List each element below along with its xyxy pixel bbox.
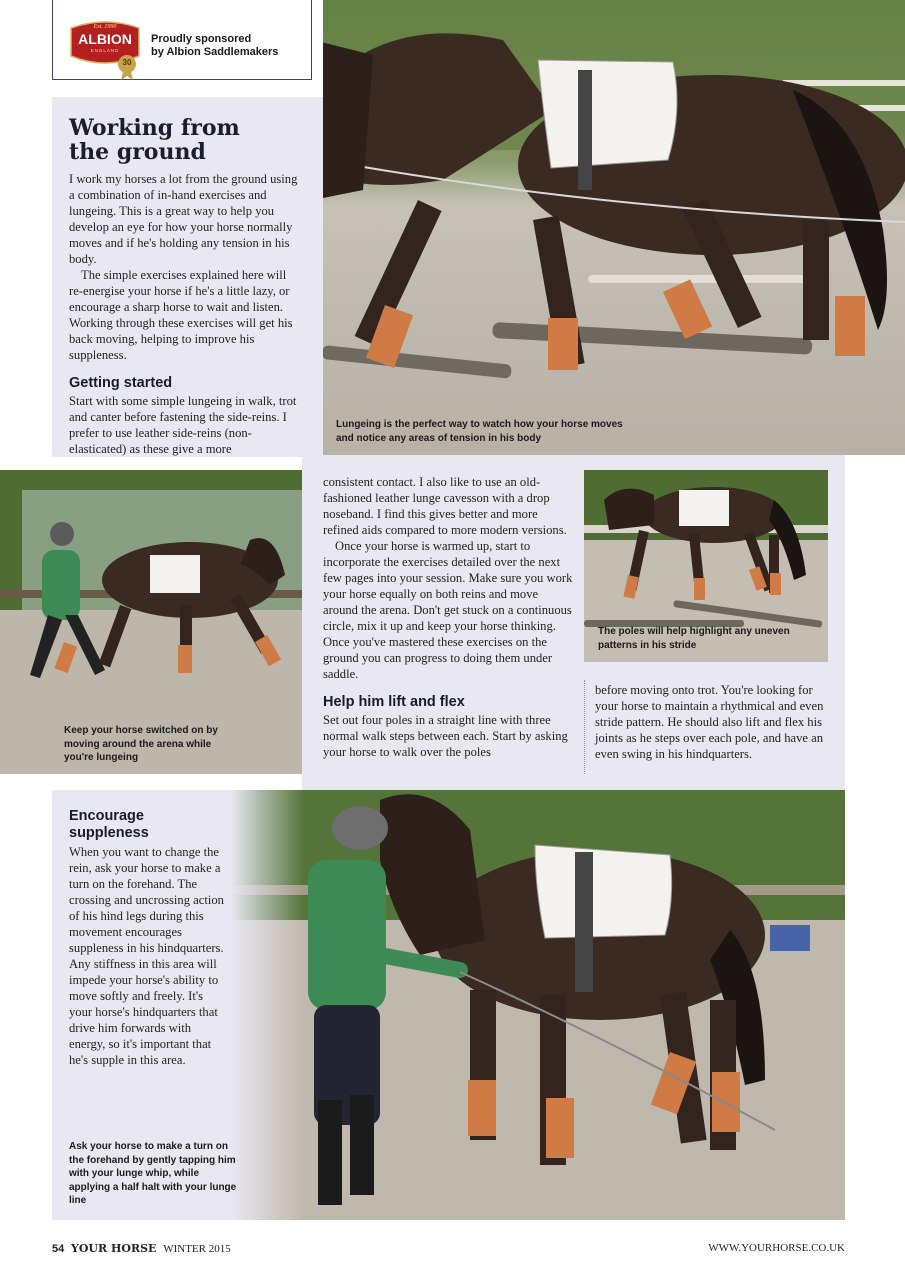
albion-logo-brand: ALBION xyxy=(78,31,132,47)
footer-page-number: 54 xyxy=(52,1243,65,1255)
middle-paragraph-1: consistent contact. I also like to use an old-fashioned leather lunge cavesson with a drop noseband. I find this gives better and more refined aids compared to more modern versions. xyxy=(323,475,567,537)
heading-getting-started: Getting started xyxy=(69,375,173,391)
footer-left xyxy=(52,1242,231,1255)
article-right-column xyxy=(595,682,827,762)
photo-lungeing-horse xyxy=(323,0,905,455)
intro-paragraph-2: The simple exercises explained here will re-energise your horse if he's a little lazy, or encourage a sharp horse to wait and listen. Working through these exercises will get his back moving, helping to improve his suppleness. xyxy=(69,268,293,362)
albion-logo xyxy=(69,18,141,68)
sponsor-line-1: Proudly sponsored xyxy=(151,33,252,45)
caption-top-photo: Lungeing is the perfect way to watch how your horse moves and notice any areas of tension in his body xyxy=(336,419,623,444)
help-paragraph: Set out four poles in a straight line with three normal walk steps between each. Start by asking your horse to walk over the poles xyxy=(323,713,568,759)
footer-magazine-name: YOUR HORSE xyxy=(71,1242,157,1255)
article-middle-column xyxy=(323,474,575,760)
caption-bottom-photo: Ask your horse to make a turn on the forehand by gently tapping him with your lunge whip, while applying a half halt with your lunge line xyxy=(69,1141,237,1206)
intro-paragraph-1: I work my horses a lot from the ground using a combination of in-hand exercises and lungeing. This is a great way to help you develop an eye for how your horse normally moves and if he's holding any tension in his body. xyxy=(69,172,298,266)
albion-logo-country: ENGLAND xyxy=(90,48,120,53)
right-paragraph-1: before moving onto trot. You're looking for your horse to maintain a rhythmical and even stride pattern. He should also lift and flex his joints as he steps over each pole, and have an even swing in his hindquarters. xyxy=(595,683,824,761)
albion-logo-anniversary: 30 xyxy=(122,58,132,67)
footer-website: WWW.YOURHORSE.CO.UK xyxy=(708,1242,845,1254)
getting-started-paragraph: Start with some simple lungeing in walk, trot and canter before fastening the side-reins. I prefer to use leather side-reins (non-elasticated) as these give a more xyxy=(69,394,297,456)
heading-help-him-lift: Help him lift and flex xyxy=(323,694,465,710)
albion-logo-est: Est. 1990 xyxy=(93,24,117,30)
encourage-paragraph: When you want to change the rein, ask your horse to make a turn on the forehand. The crossing and uncrossing action of his hind legs during this movement encourages suppleness in his hindquarters. Any stiffness in this area will impede your horse's ability to move softly and freely. It's your horse's hindquarters that drive him forwards with energy, so it's important that he's supple in this area. xyxy=(69,845,224,1067)
heading-encourage-line-1: Encourage xyxy=(69,808,144,824)
article-title xyxy=(69,116,301,164)
sponsor-line-2: by Albion Saddlemakers xyxy=(151,46,279,58)
middle-paragraph-2: Once your horse is warmed up, start to incorporate the exercises detailed over the next few pages into your session. Make sure you work your horse equally on both reins and move around the arena. Don't get stuck on a continuous circle, mix it up and keep your horse thinking. Once you've mastered these exercises on the ground you can progress to doing them under saddle. xyxy=(323,539,573,681)
photo-walking-over-poles xyxy=(584,470,828,662)
article-intro-column xyxy=(69,116,301,457)
column-divider xyxy=(584,680,585,774)
heading-encourage-line-2: suppleness xyxy=(69,825,149,841)
article-title-line-1: Working from xyxy=(69,115,240,141)
sponsor-box xyxy=(52,0,312,80)
article-bottom-column xyxy=(69,808,229,1068)
caption-left-photo: Keep your horse switched on by moving around the arena while you're lungeing xyxy=(64,725,218,763)
photo-moving-around-arena xyxy=(0,470,302,774)
footer-issue: WINTER 2015 xyxy=(163,1243,231,1255)
caption-right-photo: The poles will help highlight any uneven patterns in his stride xyxy=(598,626,790,651)
article-title-line-2: the ground xyxy=(69,139,206,165)
heading-encourage-suppleness xyxy=(69,808,229,842)
photo-turn-on-forehand xyxy=(230,790,845,1220)
